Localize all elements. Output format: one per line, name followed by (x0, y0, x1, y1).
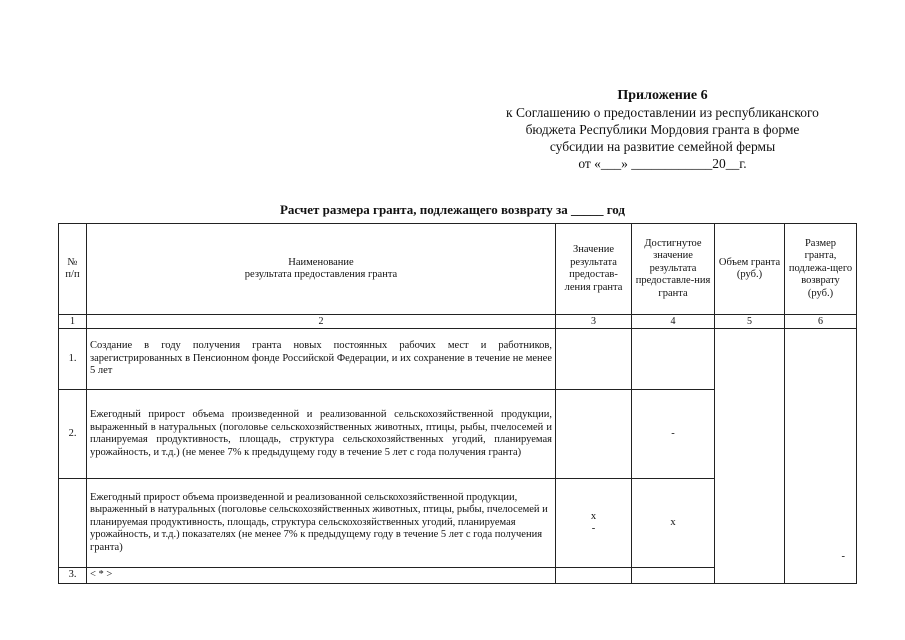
row-number: 2. (59, 390, 87, 479)
row-achieved: - (632, 390, 715, 479)
row-number: 1. (59, 329, 87, 390)
header-value: Значение результата предостав-ления гранта (556, 224, 632, 315)
header-refund: Размер гранта, подлежа-щего возврату (руб.) (785, 224, 857, 315)
column-number-row (59, 315, 857, 329)
row-value-dash: - (591, 523, 596, 534)
row-value-cell (556, 479, 632, 568)
row-description: Ежегодный прирост объема произведенной и реализованной сельскохозяйственной продукции, выраженный в натуральных (поголовье сельскохозяйственных животных, птицы, рыбы, пчелосемей и планируемая продуктивность, площадь, структура сельскохозяйственных угодий, планируемая урожайность, и т.д.) (не менее 7% к предыдущему году в течение 5 лет с года получения гранта) (87, 390, 556, 479)
row-number: 3. (59, 568, 87, 584)
row-description: Создание в году получения гранта новых постоянных рабочих мест и работников, зарегистрированных в Пенсионном фонде Российской Федерации, и их сохранение в течение не менее 5 лет (87, 329, 556, 390)
header-name-line: Наименование (288, 256, 354, 268)
refund-amount-value: - (841, 551, 845, 562)
row-value: x (590, 510, 597, 522)
header-volume: Объем гранта (руб.) (715, 224, 785, 315)
row-achieved (632, 568, 715, 584)
appendix-line: бюджета Республики Мордовия гранта в форме (525, 122, 800, 137)
column-number: 6 (785, 315, 857, 329)
column-number: 3 (556, 315, 632, 329)
row-description: < * > (87, 568, 556, 584)
row-value (556, 568, 632, 584)
refund-amount-cell (785, 329, 857, 584)
column-number: 5 (715, 315, 785, 329)
row-achieved (632, 329, 715, 390)
row-number (59, 479, 87, 568)
grant-refund-table (58, 223, 857, 584)
appendix-line: к Соглашению о предоставлении из республиканского (506, 105, 819, 120)
calculation-title: Расчет размера гранта, подлежащего возврату за _____ год (279, 202, 626, 217)
row-value (556, 390, 632, 479)
header-num: № п/п (59, 224, 87, 315)
row-description: Ежегодный прирост объема произведенной и реализованной сельскохозяйственной продукции, выраженный в натуральных (поголовье сельскохозяйственных животных, птицы, рыбы, пчелосемей и планируемая продуктивность, площадь, структура сельскохозяйственных угодий, планируемая урожайность, и т.д.) показателях (не менее 7% к предыдущему году в течение 5 лет с года получения гранта) (87, 479, 556, 568)
column-number: 2 (87, 315, 556, 329)
header-name-line: результата предоставления гранта (244, 269, 398, 280)
column-number: 4 (632, 315, 715, 329)
appendix-line: субсидии на развитие семейной фермы (549, 139, 776, 154)
table-header-row (59, 224, 857, 315)
column-number: 1 (59, 315, 87, 329)
row-value (556, 329, 632, 390)
appendix-heading (470, 87, 855, 172)
header-achieved: Достигнутое значение результата предоставле-ния гранта (632, 224, 715, 315)
grant-volume-cell (715, 329, 785, 584)
appendix-date-line: от «___» ____________20__г. (578, 156, 747, 171)
appendix-title: Приложение 6 (617, 88, 708, 103)
row-achieved: x (632, 479, 715, 568)
header-name (87, 224, 556, 315)
table-row (59, 329, 857, 390)
